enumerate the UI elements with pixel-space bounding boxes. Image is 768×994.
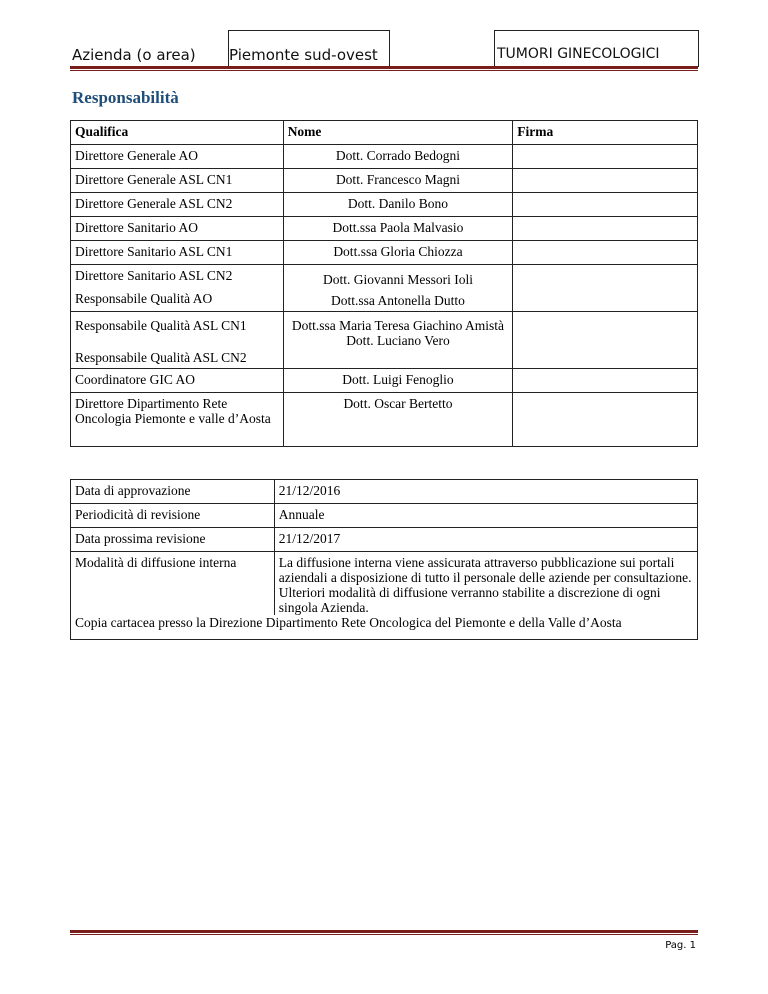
role-text: Direttore Sanitario ASL CN2 (75, 268, 233, 283)
table-row (71, 615, 698, 639)
name-cell (283, 312, 513, 369)
table-row (71, 241, 698, 265)
header-topic: TUMORI GINECOLOGICI (497, 46, 660, 62)
header-rule (70, 66, 698, 69)
table-header-row (71, 121, 698, 145)
info-label: Data prossima revisione (71, 528, 275, 552)
role-cell (71, 265, 284, 312)
info-value: Annuale (274, 504, 697, 528)
table-row (71, 217, 698, 241)
footer-rule (70, 930, 698, 933)
role-cell: Coordinatore GIC AO (71, 369, 284, 393)
name-text: Dott. Giovanni Messori Ioli (322, 272, 473, 287)
info-value: La diffusione interna viene assicurata attraverso pubblicazione sui portali aziendali a disposizione di tutto il personale delle aziende per consultazione. Ulteriori modalità di diffusione verranno stabilite a discrezione di ogni singola Azienda. (274, 552, 697, 616)
signature-cell (513, 145, 698, 169)
page-number: Pag. 1 (665, 940, 696, 951)
name-cell: Dott.ssa Paola Malvasio (283, 217, 513, 241)
table-row (71, 265, 698, 312)
info-label: Modalità di diffusione interna (71, 552, 275, 616)
signature-cell (513, 369, 698, 393)
name-cell: Dott. Danilo Bono (283, 193, 513, 217)
info-value: 21/12/2016 (274, 480, 697, 504)
header-rule-thin (70, 70, 698, 71)
signature-cell (513, 265, 698, 312)
name-cell: Dott. Luigi Fenoglio (283, 369, 513, 393)
table-row (71, 369, 698, 393)
role-cell: Direttore Generale ASL CN2 (71, 193, 284, 217)
signature-cell (513, 217, 698, 241)
signature-cell (513, 393, 698, 447)
role-text: Responsabile Qualità AO (75, 291, 213, 306)
name-text: Dott.ssa Maria Teresa Giachino Amistà (291, 318, 505, 333)
role-cell (71, 312, 284, 369)
table-row (71, 528, 698, 552)
name-cell: Dott. Francesco Magni (283, 169, 513, 193)
name-text: Dott. Luciano Vero (346, 333, 450, 348)
header-label: Azienda (o area) (72, 46, 196, 64)
role-cell: Direttore Sanitario AO (71, 217, 284, 241)
footer-rule-thin (70, 934, 698, 935)
info-label: Data di approvazione (71, 480, 275, 504)
col-header-nome: Nome (283, 121, 513, 145)
role-cell: Direttore Generale AO (71, 145, 284, 169)
name-cell: Dott.ssa Gloria Chiozza (283, 241, 513, 265)
signature-cell (513, 241, 698, 265)
role-text: Responsabile Qualità ASL CN2 (75, 350, 247, 365)
role-cell: Direttore Dipartimento Rete Oncologia Piemonte e valle d’Aosta (71, 393, 284, 447)
table-row (71, 145, 698, 169)
info-value: 21/12/2017 (274, 528, 697, 552)
role-cell: Direttore Sanitario ASL CN1 (71, 241, 284, 265)
name-text: Dott.ssa Antonella Dutto (331, 293, 465, 308)
signature-cell (513, 312, 698, 369)
col-header-qualifica: Qualifica (71, 121, 284, 145)
table-row (71, 552, 698, 616)
table-row (71, 480, 698, 504)
header-area: Piemonte sud-ovest (229, 46, 378, 64)
signature-cell (513, 169, 698, 193)
table-row (71, 169, 698, 193)
name-cell: Dott. Corrado Bedogni (283, 145, 513, 169)
name-cell (283, 265, 513, 312)
info-footer-note: Copia cartacea presso la Direzione Dipartimento Rete Oncologica del Piemonte e della Valle d’Aosta (71, 615, 698, 639)
col-header-firma: Firma (513, 121, 698, 145)
table-row (71, 504, 698, 528)
table-row (71, 393, 698, 447)
signature-cell (513, 193, 698, 217)
name-cell: Dott. Oscar Bertetto (283, 393, 513, 447)
table-row (71, 312, 698, 369)
role-text: Responsabile Qualità ASL CN1 (75, 318, 247, 333)
approval-info-table (70, 479, 698, 640)
responsibility-table (70, 120, 698, 447)
info-label: Periodicità di revisione (71, 504, 275, 528)
section-title: Responsabilità (72, 88, 179, 107)
role-cell: Direttore Generale ASL CN1 (71, 169, 284, 193)
table-row (71, 193, 698, 217)
